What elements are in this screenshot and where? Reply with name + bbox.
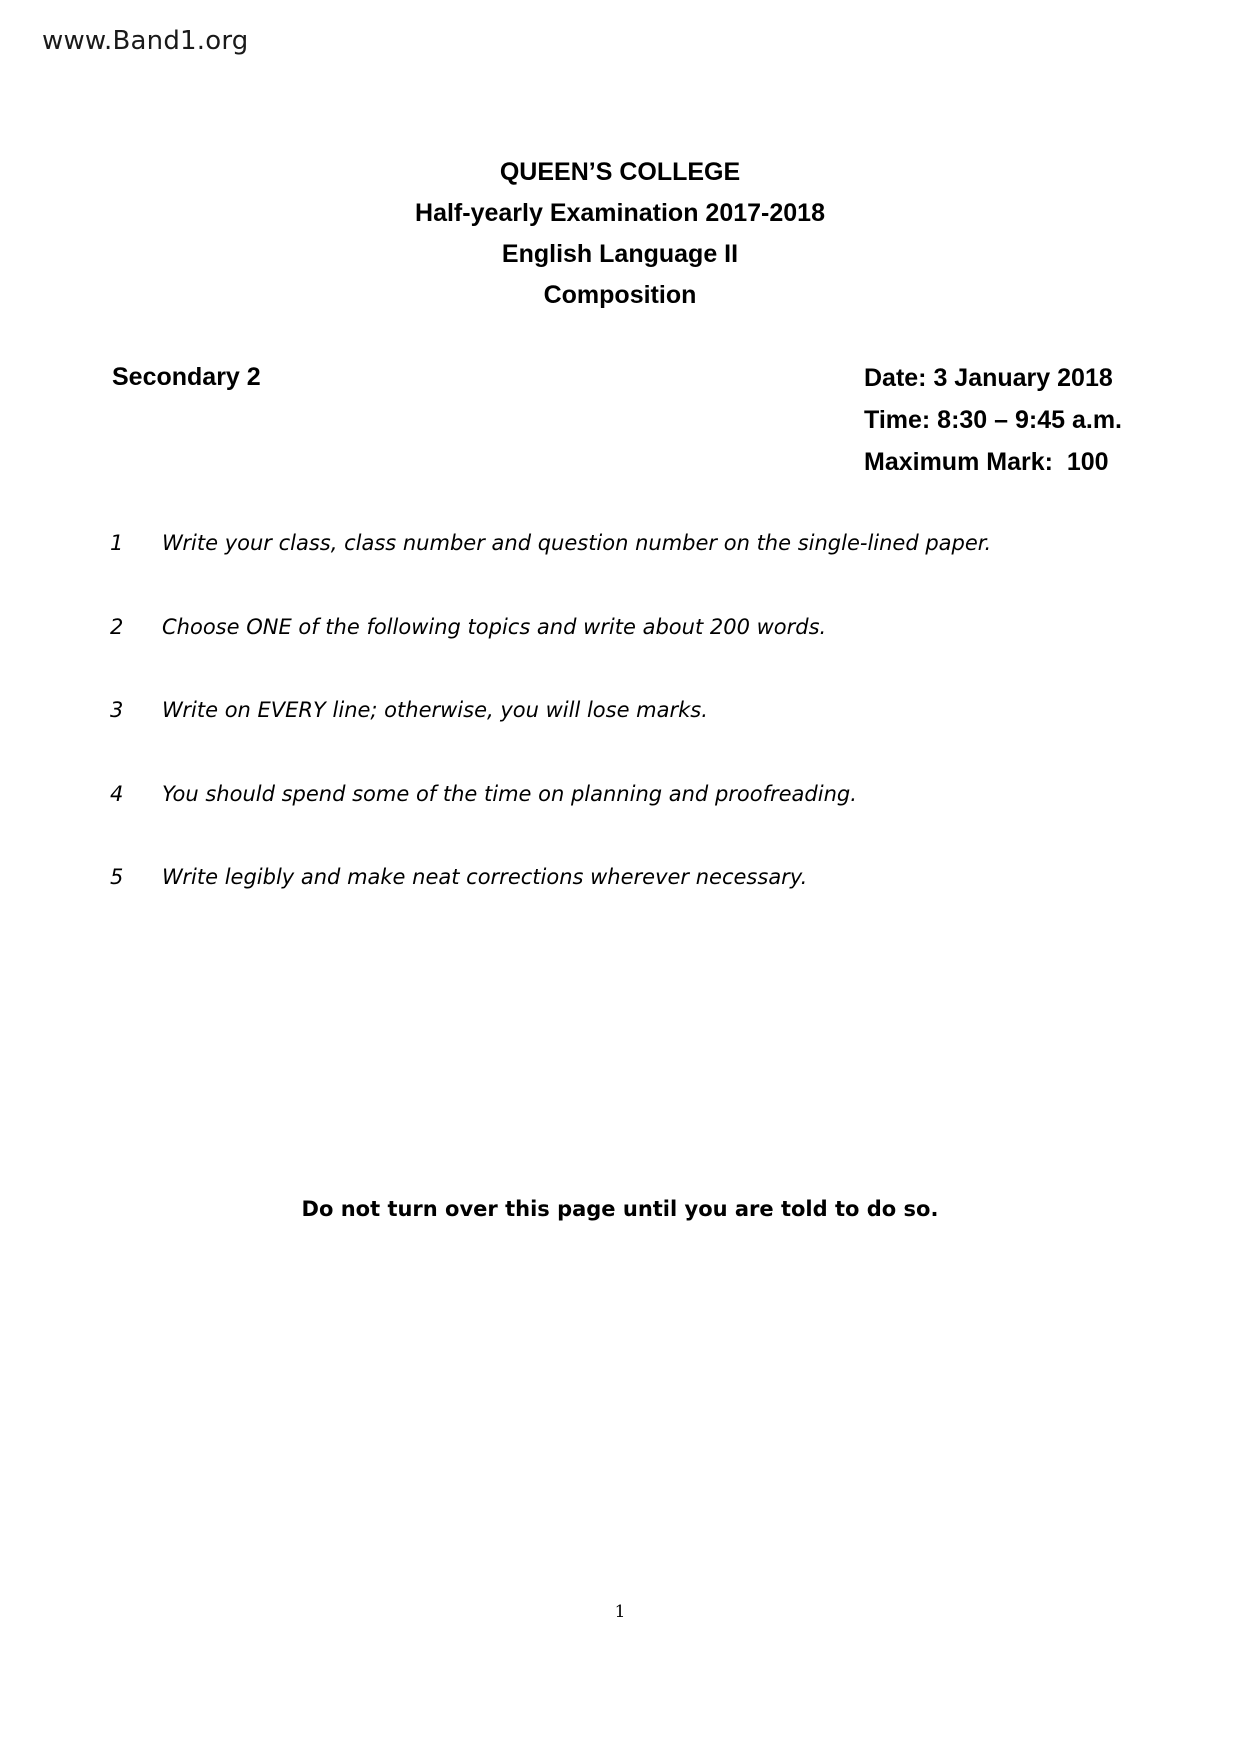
instruction-number: 5 [110, 865, 124, 889]
instruction-item [110, 865, 1130, 949]
instruction-number: 3 [110, 698, 124, 722]
instruction-text: You should spend some of the time on planning and proofreading. [162, 781, 857, 806]
instruction-text: Write on EVERY line; otherwise, you will lose marks. [162, 698, 708, 722]
instruction-item [110, 698, 1130, 782]
class-level: Secondary 2 [112, 363, 261, 391]
instruction-item [110, 531, 1130, 615]
instruction-text: Write legibly and make neat corrections wherever necessary. [162, 865, 808, 889]
instruction-text: Choose ONE of the following topics and write about 200 words. [162, 614, 827, 639]
subject-title: English Language II [501, 240, 739, 268]
exam-time: Time: 8:30 – 9:45 a.m. [864, 406, 1123, 434]
page-number: 1 [614, 1602, 626, 1622]
instruction-text: Write your class, class number and question number on the single-lined paper. [162, 531, 992, 555]
instruction-item [110, 782, 1130, 866]
exam-title: Half-yearly Examination 2017-2018 [415, 199, 825, 227]
exam-meta [864, 363, 1122, 489]
exam-header [0, 152, 1240, 316]
do-not-turn-notice: Do not turn over this page until you are told to do so. [301, 1197, 939, 1221]
paper-title: Composition [543, 281, 697, 309]
instructions-list [110, 531, 1130, 949]
exam-date: Date: 3 January 2018 [864, 364, 1113, 392]
school-name: QUEEN’S COLLEGE [499, 158, 741, 186]
maximum-mark: Maximum Mark: 100 [864, 448, 1109, 476]
instruction-number: 1 [110, 531, 124, 555]
instruction-number: 2 [110, 614, 124, 639]
instruction-number: 4 [110, 781, 124, 806]
instruction-item [110, 615, 1130, 699]
watermark-url: www.Band1.org [42, 26, 249, 56]
